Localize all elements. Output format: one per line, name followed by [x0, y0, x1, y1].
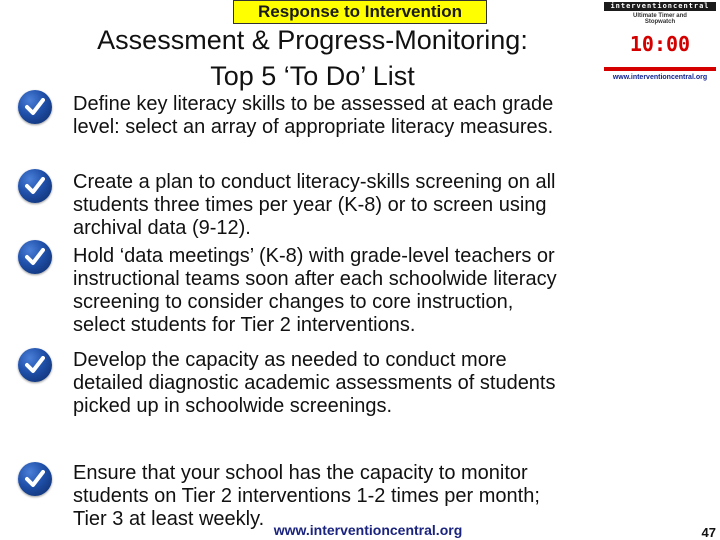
list-item: Ensure that your school has the capacity to monitor students on Tier 2 interventions 1-2 times per month; Tier 3 at least weekly. [73, 462, 540, 530]
header-banner [233, 0, 487, 24]
logo-divider [604, 67, 716, 71]
logo-tagline: Ultimate Timer and Stopwatch [633, 13, 687, 25]
page-number: 47 [701, 525, 716, 540]
logo [600, 0, 720, 87]
footer-url[interactable]: www.interventioncentral.org [273, 522, 463, 538]
logo-strip: interventioncentral [604, 2, 716, 11]
checkmark-icon [18, 240, 52, 274]
slide-title: Assessment & Progress-Monitoring: Top 5 ‘To Do’ List [97, 25, 528, 91]
checkmark-icon [18, 90, 52, 124]
checkmark-icon [18, 169, 52, 203]
list-item: Hold ‘data meetings’ (K-8) with grade-level teachers or instructional teams soon after each schoolwide literacy screening to consider changes to core instruction, select students for Tier 2 interventions. [73, 245, 557, 336]
list-item: Create a plan to conduct literacy-skills screening on all students three times per year (K-8) or to screen using archival data (9-12). [73, 171, 556, 239]
banner-label: Response to Intervention [257, 2, 463, 21]
list-item: Develop the capacity as needed to conduct more detailed diagnostic academic assessments of students picked up in schoolwide screenings. [73, 349, 556, 417]
timer-display: 10:00 [629, 32, 691, 56]
list-item: Define key literacy skills to be assessed at each grade level: select an array of appropriate literacy measures. [73, 93, 554, 138]
checkmark-icon [18, 462, 52, 496]
logo-url: www.interventioncentral.org [612, 74, 708, 81]
checkmark-icon [18, 348, 52, 382]
